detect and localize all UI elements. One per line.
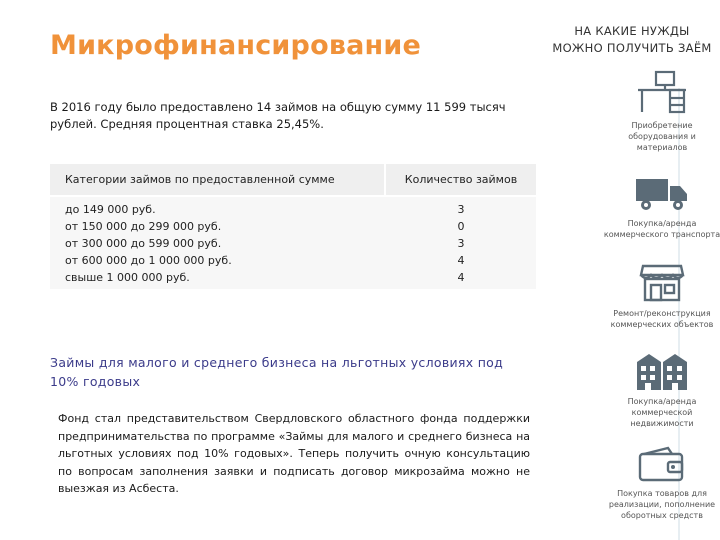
purpose-item-renovation [602, 262, 720, 330]
table-cell-category: от 150 000 до 299 000 руб. [65, 220, 222, 233]
purpose-item-transport [602, 176, 720, 240]
purpose-caption: Покупка товаров для реализации, пополнение оборотных средств [608, 489, 716, 520]
category-column [50, 201, 386, 286]
purpose-caption: Покупка/аренда коммерческого транспорта [603, 219, 720, 239]
table-cell-count: 4 [457, 271, 465, 284]
table-cell-count: 3 [457, 237, 465, 250]
intro-text: В 2016 году было предоставлено 14 займов на общую сумму 11 599 тысяч рублей. Средняя процентная ставка 25,45%. [50, 100, 506, 131]
table-cell-category: от 600 000 до 1 000 000 руб. [65, 254, 232, 267]
table-header [50, 164, 536, 195]
purpose-caption: Приобретение оборудования и материалов [628, 121, 696, 152]
buildings-icon [635, 350, 689, 390]
header-category: Категории займов по предоставленной сумме [50, 164, 386, 195]
shop-icon [639, 262, 685, 302]
purpose-item-realestate [602, 350, 720, 429]
table-cell-category: от 300 000 до 599 000 руб. [65, 237, 222, 250]
header-count: Количество займов [404, 173, 518, 186]
table-body [50, 197, 536, 289]
count-column [386, 201, 536, 286]
purpose-item-goods [602, 446, 720, 521]
body-paragraph: Фонд стал представительством Свердловского областного фонда поддержки предпринимательства по программе «Займы для малого и среднего бизнеса на льготных условиях под 10% годовых». Теперь получить очную консультацию по вопросам заполнения заявки и подписать договор микрозайма можно не выезжая из Асбеста. [58, 412, 530, 495]
desk-icon [636, 70, 688, 114]
section-heading: Займы для малого и среднего бизнеса на льготных условиях под 10% годовых [50, 355, 504, 389]
table-cell-count: 3 [457, 203, 465, 216]
purpose-caption: Покупка/аренда коммерческой недвижимости [627, 397, 697, 428]
page-title: Микрофинансирование [50, 30, 422, 61]
sidebar-title-line2: МОЖНО ПОЛУЧИТЬ ЗАЁМ [552, 41, 712, 55]
wallet-icon [638, 446, 686, 482]
truck-icon [634, 176, 690, 212]
table-cell-count: 4 [457, 254, 465, 267]
purpose-item-equipment [602, 70, 720, 153]
table-cell-category: до 149 000 руб. [65, 203, 156, 216]
table-cell-category: свыше 1 000 000 руб. [65, 271, 190, 284]
loans-table [50, 164, 536, 289]
table-cell-count: 0 [457, 220, 465, 233]
purpose-caption: Ремонт/реконструкция коммерческих объектов [610, 309, 714, 329]
sidebar-title-line1: НА КАКИЕ НУЖДЫ [574, 24, 690, 38]
sidebar-title [552, 23, 712, 57]
